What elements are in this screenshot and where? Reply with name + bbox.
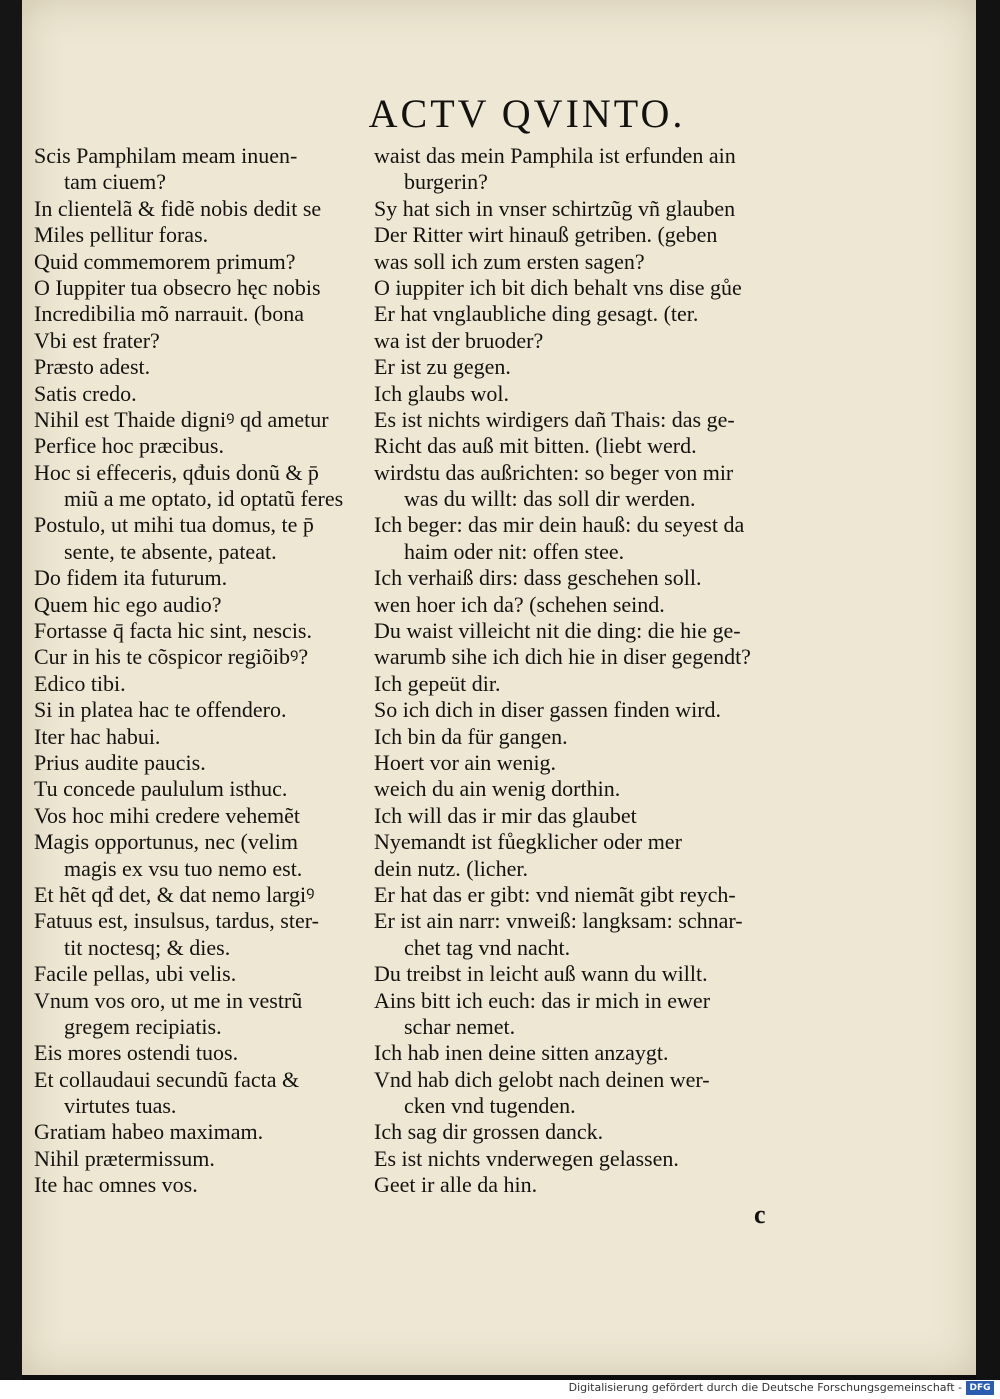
signature-mark: c: [754, 1200, 766, 1229]
latin-line: Nihil est Thaide digniꝰ qd ametur: [34, 406, 329, 432]
german-line: haim oder nit: offen stee.: [404, 538, 625, 564]
latin-line: Eis mores ostendi tuos.: [34, 1040, 239, 1066]
german-line: Du treibst in leicht auß wann du willt.: [374, 961, 708, 987]
latin-line: Vos hoc mihi credere vehemẽt: [34, 802, 300, 828]
latin-line: tam ciuem?: [64, 169, 167, 195]
latin-line: Ite hac omnes vos.: [34, 1172, 198, 1198]
dfg-logo: DFG: [966, 1381, 994, 1395]
page-title: ACTV QVINTO.: [368, 91, 686, 136]
latin-line: Et collaudaui secundũ facta &: [34, 1066, 300, 1092]
latin-line: Edico tibi.: [34, 670, 126, 696]
german-line: Ich bin da für gangen.: [374, 723, 568, 749]
latin-line: Quem hic ego audio?: [34, 591, 222, 617]
german-line: waist das mein Pamphila ist erfunden ain: [374, 143, 736, 168]
latin-line: Scis Pamphilam meam inuen-: [34, 143, 298, 168]
german-line: So ich dich in diser gassen finden wird.: [374, 697, 722, 723]
german-line: weich du ain wenig dorthin.: [374, 776, 621, 802]
latin-line: Vbi est frater?: [34, 327, 160, 353]
latin-line: gregem recipiatis.: [64, 1013, 222, 1039]
german-line: Ich will das ir mir das glaubet: [374, 802, 637, 828]
latin-line: Et hẽt qđ det, & dat nemo largiꝰ: [34, 881, 315, 907]
latin-line: Vnum vos oro, ut me in vestrũ: [34, 987, 303, 1013]
german-line: Hoert vor ain wenig.: [374, 749, 557, 775]
german-line: Er hat vnglaubliche ding gesagt. (ter.: [374, 301, 699, 327]
german-line: cken vnd tugenden.: [404, 1093, 576, 1119]
latin-column: [34, 143, 374, 1199]
german-line: Ich glaubs wol.: [374, 380, 510, 406]
german-line: schar nemet.: [404, 1013, 516, 1039]
german-line: O iuppiter ich bit dich behalt vns dise gůe: [374, 274, 742, 300]
german-line: Er ist zu gegen.: [374, 354, 511, 380]
latin-line: Fortasse q̄ facta hic sint, nescis.: [34, 618, 312, 644]
german-line: Ich beger: das mir dein hauß: du seyest da: [374, 512, 745, 538]
german-line: Er ist ain narr: vnweiß: langksam: schnar-: [374, 908, 743, 934]
german-line: Ich hab inen deine sitten anzaygt.: [374, 1040, 669, 1066]
latin-line: Quid commemorem primum?: [34, 248, 296, 274]
german-line: Nyemandt ist fůegklicher oder mer: [374, 829, 682, 855]
latin-line: Incredibilia mõ narrauit. (bona: [34, 301, 305, 327]
latin-line: Fatuus est, insulsus, tardus, ster-: [34, 908, 319, 934]
german-line: Vnd hab dich gelobt nach deinen wer-: [374, 1066, 710, 1092]
latin-line: Prius audite paucis.: [34, 749, 206, 775]
german-line: chet tag vnd nacht.: [404, 934, 571, 960]
latin-line: virtutes tuas.: [64, 1093, 177, 1119]
latin-line: O Iuppiter tua obsecro hęc nobis: [34, 274, 321, 300]
german-line: Es ist nichts vnderwegen gelassen.: [374, 1145, 679, 1171]
german-line: wirdstu das außrichten: so beger von mir: [374, 459, 734, 485]
german-line: warumb sihe ich dich hie in diser gegendt?: [374, 644, 751, 670]
german-line: Es ist nichts wirdigers dañ Thais: das ge-: [374, 406, 735, 432]
german-line: was soll ich zum ersten sagen?: [374, 248, 645, 274]
german-line: Richt das auß mit bitten. (liebt werd.: [374, 433, 697, 459]
latin-line: Postulo, ut mihi tua domus, te p̄: [34, 512, 314, 538]
latin-line: Satis credo.: [34, 380, 137, 406]
latin-line: sente, te absente, pateat.: [64, 538, 277, 564]
german-line: Geet ir alle da hin.: [374, 1172, 538, 1198]
german-line: burgerin?: [404, 169, 488, 195]
german-line: Der Ritter wirt hinauß getriben. (geben: [374, 222, 718, 248]
latin-line: Cur in his te cõspicor regiõibꝰ?: [34, 644, 309, 670]
latin-line: Hoc si effeceris, qđuis donũ & p̄: [34, 459, 319, 485]
latin-line: Iter hac habui.: [34, 723, 161, 749]
latin-line: magis ex vsu tuo nemo est.: [64, 855, 303, 881]
german-line: Ains bitt ich euch: das ir mich in ewer: [374, 987, 711, 1013]
latin-line: Gratiam habeo maximam.: [34, 1119, 264, 1145]
latin-line: Do fidem ita futurum.: [34, 565, 228, 591]
german-line: wen hoer ich da? (schehen seind.: [374, 591, 665, 617]
german-line: Du waist villeicht nit die ding: die hie ge-: [374, 618, 741, 644]
german-line: Ich verhaiß dirs: dass geschehen soll.: [374, 565, 702, 591]
latin-line: Nihil prætermissum.: [34, 1145, 215, 1171]
latin-line: Præsto adest.: [34, 354, 151, 380]
latin-line: miũ a me optato, id optatũ feres: [64, 486, 344, 512]
german-line: Ich gepeüt dir.: [374, 670, 501, 696]
latin-line: In clientelã & fidẽ nobis dedit se: [34, 195, 322, 221]
scan-left-strip: [0, 0, 22, 1380]
book-page: [22, 0, 976, 1375]
german-line: Sy hat sich in vnser schirtzũg vñ glauben: [374, 195, 736, 221]
german-line: wa ist der bruoder?: [374, 327, 544, 353]
latin-line: Magis opportunus, nec (velim: [34, 829, 298, 855]
latin-line: tit noctesq; & dies.: [64, 934, 231, 960]
german-column: [374, 143, 814, 1199]
latin-line: Miles pellitur foras.: [34, 222, 209, 248]
footer-credit: Digitalisierung gefördert durch die Deutsche Forschungsgemeinschaft -: [568, 1381, 962, 1394]
german-line: dein nutz. (licher.: [374, 855, 528, 881]
german-line: Ich sag dir grossen danck.: [374, 1119, 604, 1145]
latin-line: Perfice hoc præcibus.: [34, 433, 224, 459]
latin-line: Tu concede paululum isthuc.: [34, 776, 288, 802]
latin-line: Facile pellas, ubi velis.: [34, 961, 237, 987]
german-line: Er hat das er gibt: vnd niemãt gibt reych-: [374, 881, 736, 907]
german-line: was du willt: das soll dir werden.: [404, 486, 696, 512]
scan-right-edge: [976, 0, 1000, 1380]
latin-line: Si in platea hac te offendero.: [34, 697, 287, 723]
